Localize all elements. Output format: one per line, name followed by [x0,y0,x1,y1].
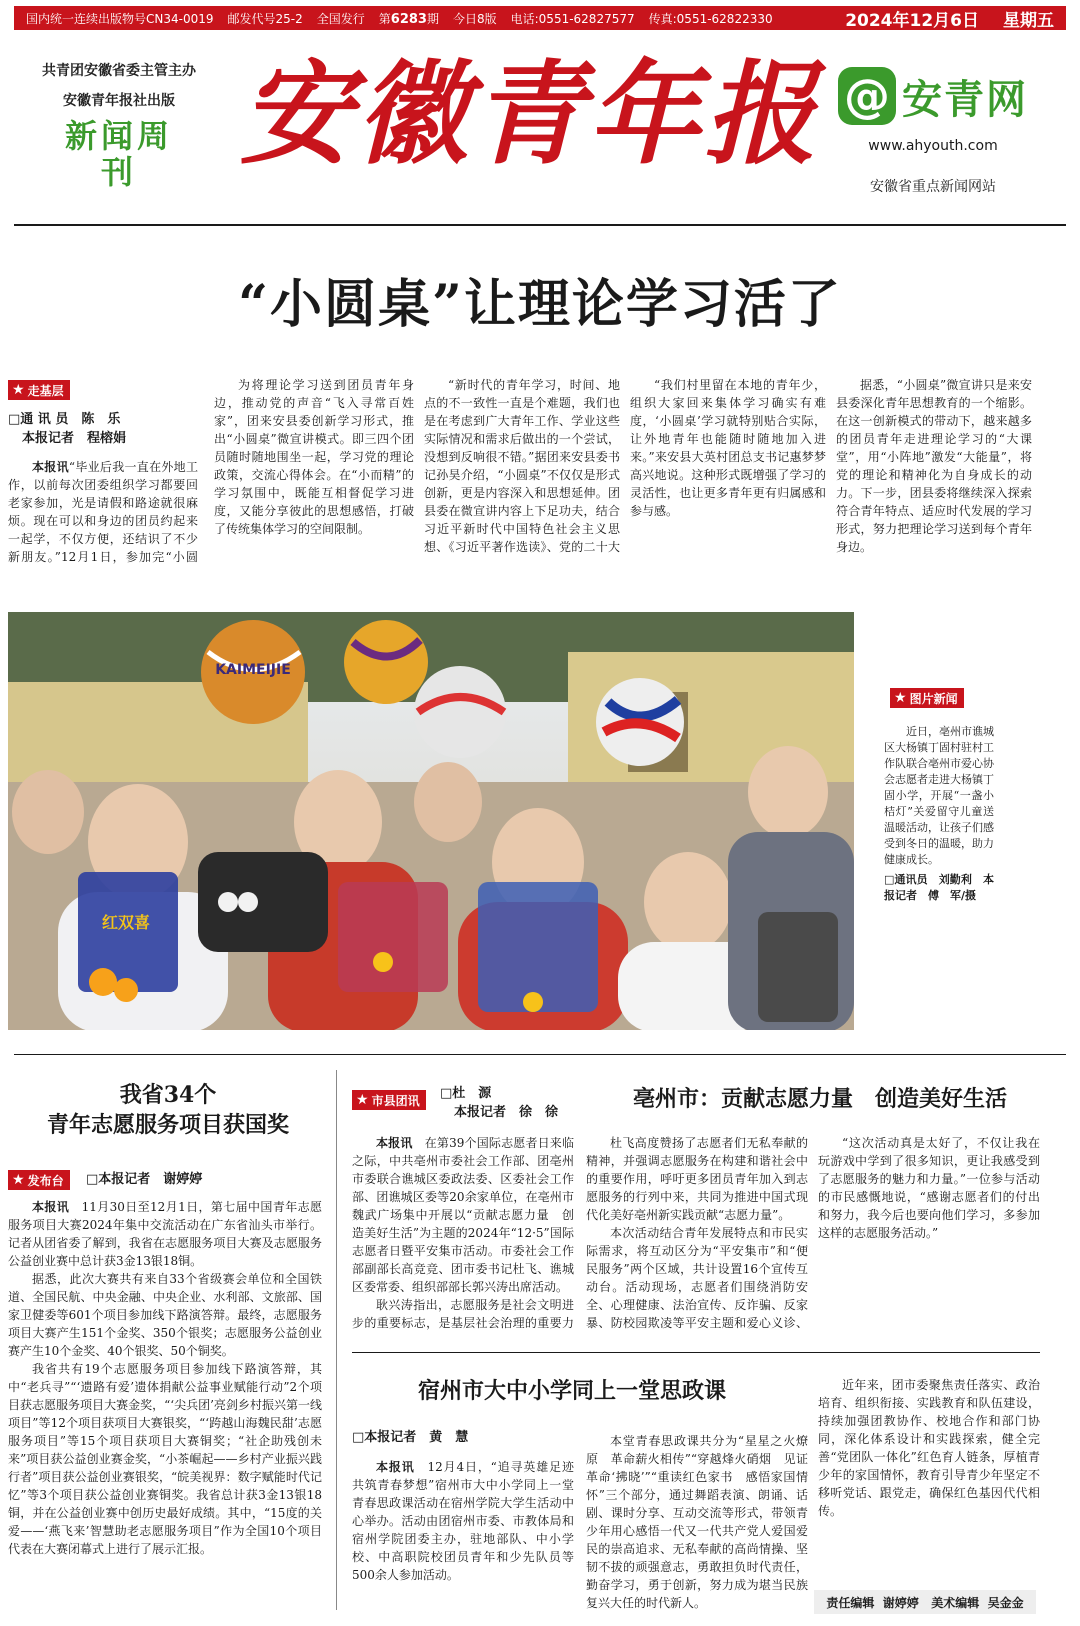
suzhou-col-2: 本堂青春思政课共分为“星星之火燎原 革命薪火相传”“穿越烽火硝烟 见证革命‘拂晓’”“重读红色家书 感悟家国情怀”三个部分，通过舞蹈表演、朗诵、话剧、课时分享、互动交流等形式，带领青少年用心感悟一代又一代共产党人爱国爱民的崇高追求、无私奉献的高尚情操、坚韧不拔的顽强意志，勇敢担负时代责任，勤奋学习，勇于创新，努力成为堪当民族复兴大任的时代新人。 [586,1434,808,1610]
site-logo-text: 安青网 [902,76,1028,123]
editor-credits: 责任编辑 谢婷婷 美术编辑 吴金金 [814,1590,1036,1614]
lead-col-3: “新时代的青年学习，时间、地点的不一致性一直是个难题，我们也是在考虑到广大青年工作、学业这些实际情况和需求后做出的一个尝试，没想到反响很不错。”据团来安县委书记孙昊介绍，“小圆桌”不仅仅是形式创新，更是内容深入和思想延伸。团县委在微宣讲内容上下足功夫，结合习近平新时代中国特色社会主义思想、《习近平著作选读》、党的二十大 [424,378,620,554]
suzhou-byline: □本报记者 黄 慧 [352,1430,469,1445]
fax: 传真:0551-62822330 [648,11,773,26]
star-icon: ★ [12,1172,25,1188]
at-icon: @ [838,67,896,125]
bozhou-col-2: 杜飞高度赞扬了志愿者们无私奉献的精神，并强调志愿服务在构建和谐社会中的重要作用，呼吁更多团员青年加入到志愿服务的行列中来，共同为推进中国式现代化美好亳州新实践贡献“志愿力量”。 本次活动结合青年发展特点和市民实际需求，将互动区分为“平安集市”和“便民服务”两个区域，共计设置16个宣传互动台。活动现场，志愿者们围绕消防安全、心理健康、法治宣传、反诈骗、反家暴、防校园欺凌等平安主题和爱心义诊、 [586,1136,808,1330]
lead-byline-2: 本报记者 程榕娟 [22,431,127,446]
volunteer-awards-byline: □本报记者 谢婷婷 [86,1172,203,1187]
issue-number: 第6283期 [378,11,439,27]
issue-date: 2024年12月6日 [845,10,979,30]
section-weekly: 新闻周刊 [64,117,173,191]
column-divider [336,1070,337,1610]
tag-grassroots: ★ 走基层 [8,380,70,400]
lead-col-1: 本报讯“毕业后我一直在外地工作，以前每次团委组织学习都要回老家参加，光是请假和路途就很麻烦。现在可以和身边的团员约起来一起学，不仅方便，还结识了不少新朋友。”12月1日，参加完“小圆 [8,460,198,564]
top-info-bar [14,6,1066,30]
bozhou-title: 亳州市：贡献志愿力量 创造美好生活 [632,1086,1007,1112]
tag-photo-news: ★ 图片新闻 [890,688,964,708]
tag-county-news: ★ 市县团讯 [352,1090,426,1110]
ball-1-text: KAIMEIJIE [215,662,291,678]
news-photo [8,612,854,1030]
volunteer-awards-title: 我省34个 青年志愿服务项目获国奖 [46,1082,289,1138]
lead-col-2: 为将理论学习送到团员青年身边，推动党的声音“飞入寻常百姓家”，团来安县委创新学习形式，推出“小圆桌”微宣讲模式。即三四个团员随时随地围坐一起，学习党的理论政策，交流心得体会。在“小而精”的学习氛围中，既能互相督促学习进度，又能分享彼此的思想感悟，打破了传统集体学习的空间限制。 [214,378,414,536]
distribution: 全国发行 [316,11,365,26]
site-url[interactable]: www.ahyouth.com [868,138,998,154]
star-icon: ★ [12,382,25,398]
lead-byline [8,410,198,448]
lead-byline-1: □通 讯 员 陈 乐 [8,412,121,427]
tag-release: ★ 发布台 [8,1170,70,1190]
section-divider [352,1352,1040,1353]
photo-divider [14,1054,1066,1055]
masthead-left [14,56,224,116]
bozhou-col-1: 本报讯 在第39个国际志愿者日来临之际，中共亳州市委社会工作部、团亳州市委联合谯城区委政法委、区委社会工作部、团谯城区委等20余家单位，在亳州市魏武广场集中开展以“贡献志愿力量 创造美好生活”为主题的2024年“12·5”国际志愿者日暨平安集市活动。市委社会工作部副部长高竞竞、团市委书记杜飞、谯城区委常委、组织部部长郭兴涛出席活动。 耿兴涛指出，志愿服务是社会文明进步的重要标志，是基层社会治理的重要力 [352,1136,574,1330]
issue-weekday: 星期五 [1003,10,1054,30]
masthead-divider [14,224,1066,226]
publisher-line: 安徽青年报社出版 [63,93,175,109]
photo-illustration [8,612,854,1030]
photo-caption: 近日，亳州市谯城区大杨镇丁固村驻村工作队联合亳州市爱心协会志愿者走进大杨镇丁固小学，开展“一盏小桔灯”关爱留守儿童送温暖活动，让孩子们感受到冬日的温暖，助力健康成长。 □通讯员 刘勤利 本报记者 傅 军/摄 [884,725,994,902]
cn-number: 国内统一连续出版物号CN34-0019 [26,11,214,26]
lead-col-5: 据悉，“小圆桌”微宣讲只是来安县委深化青年思想教育的一个缩影。在这一创新模式的带动下，越来越多的团员青年走进理论学习的“大课堂”，用“小阵地”激发“大能量”，将党的理论和精神化为自身成长的动力。下一步，团县委将继续深入探索符合青年特点、适应时代发展的学习形式，努力把理论学习送到每个青年身边。 [836,378,1032,554]
newspaper-title: 安徽青年报 [240,49,820,180]
site-description: 安徽省重点新闻网站 [870,179,996,195]
lead-col-4: “我们村里留在本地的青年少，组织大家回来集体学习确实有难度，‘小圆桌’学习就特别贴合实际，让外地青年也能随时随地加入进来。”来安县大英村团总支书记惠梦梦高兴地说。这种形式既增强了学习的灵活性，也让更多青年更有归属感和参与感。 [630,378,826,518]
volunteer-awards-body: 本报讯 11月30日至12月1日，第七届中国青年志愿服务项目大赛2024年集中交流活动在广东省汕头市举行。记者从团省委了解到，我省在志愿服务项目大赛及志愿服务公益创业赛中总计获3金13银18铜。 据悉，此次大赛共有来自33个省级赛会单位和全国铁道、全国民航、中央金融、中央企业、水利部、文旅部、国家卫健委等601个项目参加线下路演答辩。最终，志愿服务项目大赛产生151个金奖、350个银奖；志愿服务公益创业赛产生10个金奖、40个银奖、50个铜奖。 我省共有19个志愿服务项目参加线下路演答辩，其中“老兵寻”“‘遗路有爱’遗体捐献公益事业赋能行动”2个项目获志愿服务项目大赛金奖，“‘尖兵团’亮剑乡村振兴第一线项目”等12个项目获项目大赛银奖，“‘跨越山海魏民甜’志愿服务项目”等15个项目获项目大赛铜奖；“社企助残创未来”项目获公益创业赛金奖，“小茶崛起——乡村产业振兴践行者”项目获公益创业赛银奖，“皖美视界：数字赋能时代记忆”等3个项目获公益创业赛铜奖。我省总计获3金13银18铜，并在公益创业赛中创历史最好成绩。其中，“15度的关爱——‘燕飞来’智慧助老志愿服务项目”作为全国10个项目代表在大赛闭幕式上进行了展示汇报。 [8,1200,322,1556]
sponsor-line: 共青团安徽省委主管主办 [42,63,196,79]
star-icon: ★ [894,690,907,706]
paddle-text: 红双喜 [101,913,151,932]
bozhou-byline: □杜 源 本报记者 徐 徐 [440,1086,559,1120]
bozhou-col-3: “这次活动真是太好了，不仅让我在玩游戏中学到了很多知识，更让我感受到了志愿服务的魅力和力量。”一位参与活动的市民感慨地说，“感谢志愿者们的付出和努力，我今后也要向他们学习，多参加这样的志愿服务活动。” [818,1136,1040,1240]
suzhou-col-3: 近年来，团市委聚焦责任落实、政治培育、组织衔接、实践教育和队伍建设，持续加强团教协作、校地合作和部门协同，深化体系设计和实践探索，健全完善“党团队一体化”红色育人链条，厚植青少年的家国情怀，教育引导青少年坚定不移听党话、跟党走，确保红色基因代代相传。 [818,1378,1040,1518]
site-logo[interactable] [838,66,1028,126]
postal-code: 邮发代号25-2 [227,11,303,26]
suzhou-title: 宿州市大中小学同上一堂思政课 [417,1378,726,1404]
phone: 电话:0551-62827577 [510,11,635,26]
lead-headline: “小圆桌”让理论学习活了 [238,274,842,335]
page-count: 今日8版 [452,11,497,26]
suzhou-col-1: 本报讯 12月4日，“追寻英雄足迹 共筑青春梦想”宿州市大中小学同上一堂青春思政课活动在宿州学院大学生活动中心举办。活动由团宿州市委、市教体局和宿州学院团委主办，驻地部队、中小学校、中高职院校团员青年和少先队员等500余人参加活动。 [352,1460,574,1582]
star-icon: ★ [356,1092,369,1108]
photo-credit: □通讯员 刘勤利 本报记者 傅 军/摄 [884,873,994,902]
